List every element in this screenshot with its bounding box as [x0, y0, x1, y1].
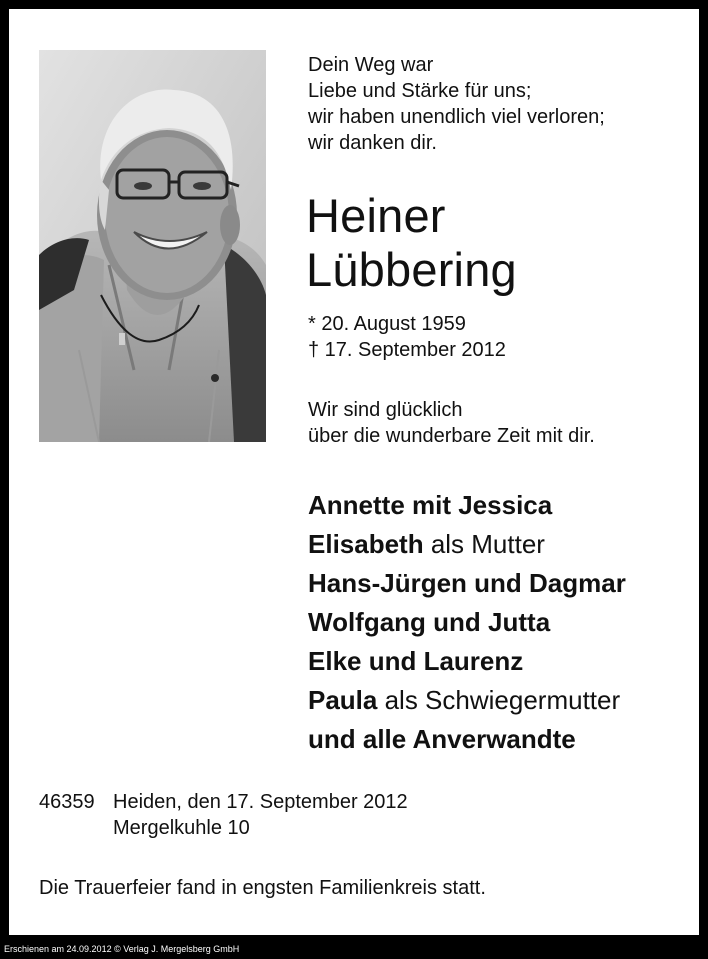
- funeral-notice: Die Trauerfeier fand in engsten Familienkreis statt.: [39, 877, 486, 899]
- life-dates: [308, 311, 506, 363]
- thanks-line: Wir sind glücklich: [308, 399, 463, 421]
- address-line: [39, 789, 408, 815]
- family-member: [308, 720, 626, 759]
- member-name: Elke und Laurenz: [308, 646, 524, 676]
- thanks-text: [308, 397, 595, 449]
- member-name: Annette mit Jessica: [308, 490, 553, 520]
- family-member: [308, 486, 626, 525]
- street-line: [39, 815, 408, 841]
- member-name: und alle Anverwandte: [308, 724, 576, 754]
- city-date: Heiden, den 17. September 2012: [113, 791, 408, 813]
- family-list: [308, 486, 626, 759]
- member-role: als Mutter: [423, 529, 545, 559]
- publication-footer: Erschienen am 24.09.2012 © Verlag J. Mergelsberg GmbH: [4, 944, 240, 954]
- death-date: † 17. September 2012: [308, 339, 506, 361]
- member-role: als Schwiegermutter: [377, 685, 621, 715]
- family-member: [308, 603, 626, 642]
- birth-date: * 20. August 1959: [308, 313, 466, 335]
- motto-line: wir haben unendlich viel verloren;: [308, 106, 605, 128]
- family-member: [308, 642, 626, 681]
- member-name: Hans-Jürgen und Dagmar: [308, 568, 626, 598]
- street: Mergelkuhle 10: [113, 817, 250, 839]
- member-name: Paula: [308, 685, 378, 715]
- postal-code: 46359: [39, 791, 95, 813]
- member-name: Elisabeth: [308, 529, 424, 559]
- portrait-photo: [39, 50, 266, 442]
- address-block: [39, 789, 408, 841]
- motto-line: wir danken dir.: [308, 132, 437, 154]
- first-name: Heiner: [306, 189, 446, 242]
- last-name: Lübbering: [306, 243, 517, 296]
- motto-line: Liebe und Stärke für uns;: [308, 80, 532, 102]
- deceased-name: [306, 189, 517, 297]
- family-member: [308, 525, 626, 564]
- obituary-card: [9, 9, 699, 935]
- family-member: [308, 564, 626, 603]
- family-member: [308, 681, 626, 720]
- thanks-line: über die wunderbare Zeit mit dir.: [308, 425, 595, 447]
- motto-line: Dein Weg war: [308, 54, 434, 76]
- motto-verse: [308, 52, 605, 156]
- member-name: Wolfgang und Jutta: [308, 607, 551, 637]
